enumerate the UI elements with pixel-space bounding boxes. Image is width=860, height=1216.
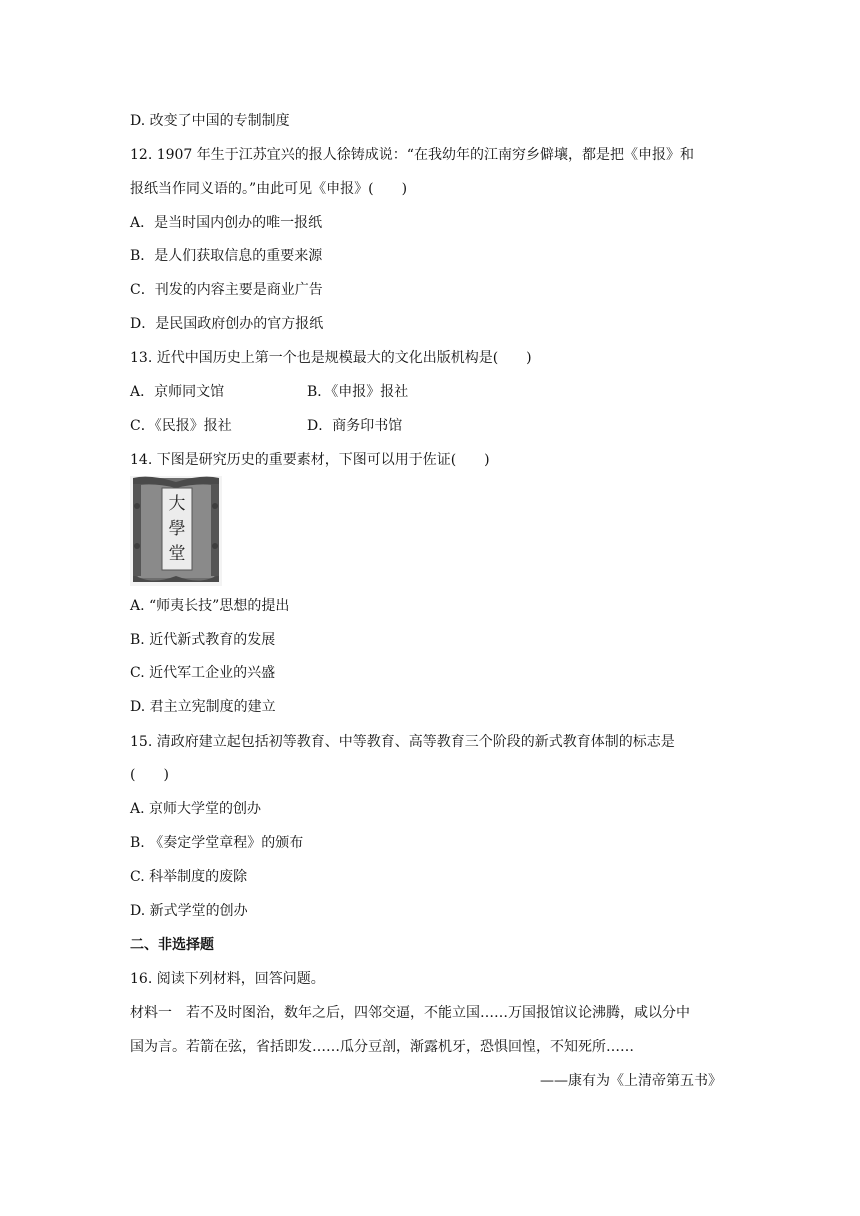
q12-option-a: A．是当时国内创办的唯一报纸 — [130, 215, 323, 231]
q12-option-c: C．刊发的内容主要是商业广告 — [130, 282, 323, 298]
q14-option-a: A. “师夷长技”思想的提出 — [130, 598, 290, 614]
q15-option-a: A. 京师大学堂的创办 — [130, 801, 262, 817]
q16-material1-source: ——康有为《上清帝第五书》 — [540, 1073, 722, 1089]
q11-option-d: D. 改变了中国的专制制度 — [130, 113, 290, 129]
q13-option-d: D．商务印书馆 — [307, 418, 403, 434]
section-title: 二、非选择题 — [130, 937, 214, 953]
q15-stem-line2: ( ) — [130, 767, 169, 783]
q14-option-d: D. 君主立宪制度的建立 — [130, 699, 276, 715]
q12-option-b: B．是人们获取信息的重要来源 — [130, 248, 323, 264]
q15-option-c: C. 科举制度的废除 — [130, 869, 248, 885]
q16-stem: 16. 阅读下列材料，回答问题。 — [130, 971, 325, 987]
q13-option-a: A．京师同文馆 — [130, 384, 225, 400]
plaque-char-2: 學 — [168, 519, 186, 539]
q13-stem: 13. 近代中国历史上第一个也是规模最大的文化出版机构是( ) — [130, 350, 532, 366]
q16-material1-line2: 国为言。若箭在弦，省括即发……瓜分豆剖，渐露机牙，恐惧回惶，不知死所…… — [130, 1039, 634, 1055]
q16-material1-line1: 材料一 若不及时图治，数年之后，四邻交逼，不能立国……万国报馆议论沸腾，咸以分中 — [130, 1005, 690, 1021]
q14-stem: 14. 下图是研究历史的重要素材，下图可以用于佐证( ) — [130, 452, 490, 468]
q15-option-d: D. 新式学堂的创办 — [130, 903, 248, 919]
q12-option-d: D．是民国政府创办的官方报纸 — [130, 316, 324, 332]
q13-option-b: B．《申报》报社 — [307, 384, 409, 400]
q15-stem-line1: 15. 清政府建立起包括初等教育、中等教育、高等教育三个阶段的新式教育体制的标志是 — [130, 734, 675, 750]
plaque-char-3: 堂 — [168, 544, 186, 564]
q14-option-c: C. 近代军工企业的兴盛 — [130, 665, 276, 681]
daxuetang-plaque-image — [130, 476, 222, 586]
q12-stem-line1: 12. 1907 年生于江苏宜兴的报人徐铸成说：“在我幼年的江南穷乡僻壤，都是把《申报》和 — [130, 147, 694, 163]
q13-option-c: C．《民报》报社 — [130, 418, 232, 434]
q12-stem-line2: 报纸当作同义语的。”由此可见《申报》( ) — [130, 181, 408, 197]
plaque-char-1: 大 — [168, 494, 186, 514]
q15-option-b: B. 《奏定学堂章程》的颁布 — [130, 835, 304, 851]
q14-option-b: B. 近代新式教育的发展 — [130, 632, 276, 648]
